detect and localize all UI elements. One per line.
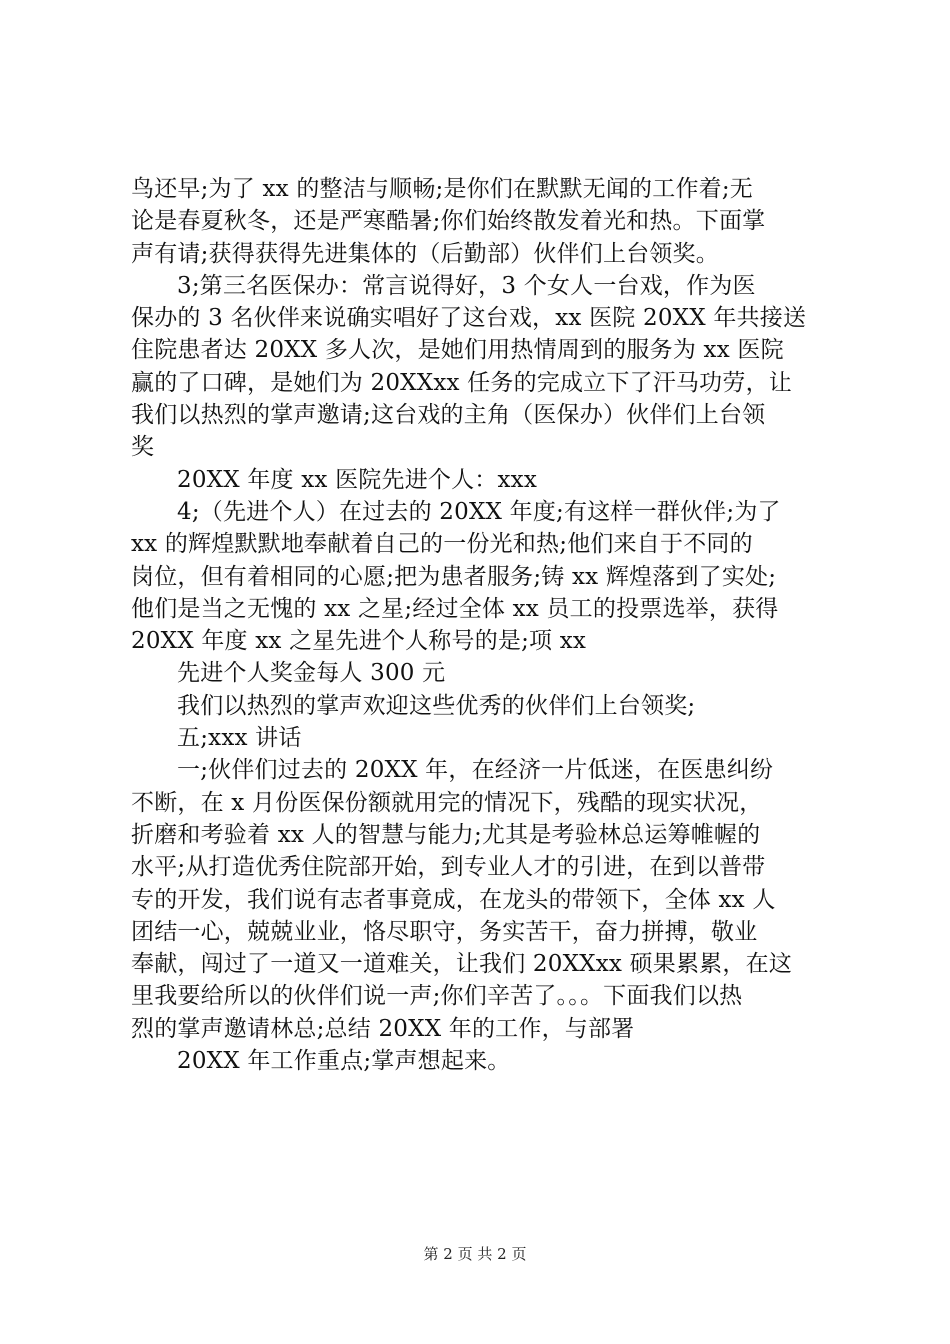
text-line: 团结一心，兢兢业业，恪尽职守，务实苦干，奋力拼搏，敬业 bbox=[131, 918, 758, 945]
text-line: xx 的辉煌默默地奉献着自己的一份光和热;他们来自于不同的 bbox=[131, 531, 753, 558]
text-line: 论是春夏秋冬，还是严寒酷暑;你们始终散发着光和热。下面掌 bbox=[131, 208, 766, 235]
text-line: 我们以热烈的掌声欢迎这些优秀的伙伴们上台领奖; bbox=[177, 692, 696, 719]
text-line: 奉献，闯过了一道又一道难关，让我们 20XXxx 硕果累累，在这 bbox=[131, 951, 792, 978]
text-line: 鸟还早;为了 xx 的整洁与顺畅;是你们在默默无闻的工作着;无 bbox=[131, 176, 754, 202]
text-line: 五;xxx 讲话 bbox=[177, 725, 302, 752]
text-line: 不断，在 x 月份医保份额就用完的情况下，残酷的现实状况， bbox=[131, 789, 763, 816]
page-footer: 第 2 页 共 2 页 bbox=[423, 1245, 527, 1263]
text-line: 烈的掌声邀请林总;总结 20XX 年的工作，与部署 bbox=[131, 1015, 635, 1042]
text-line: 里我要给所以的伙伴们说一声;你们辛苦了。。。下面我们以热 bbox=[131, 983, 743, 1010]
text-line: 住院患者达 20XX 多人次，是她们用热情周到的服务为 xx 医院 bbox=[131, 337, 784, 364]
text-line: 4;（先进个人）在过去的 20XX 年度;有这样一群伙伴;为了 bbox=[177, 498, 781, 525]
text-line: 先进个人奖金每人 300 元 bbox=[177, 660, 446, 687]
text-line: 20XX 年工作重点;掌声想起来。 bbox=[177, 1048, 511, 1075]
text-line: 声有请;获得获得先进集体的（后勤部）伙伴们上台领奖。 bbox=[131, 240, 719, 267]
text-line: 他们是当之无愧的 xx 之星;经过全体 xx 员工的投票选举，获得 bbox=[131, 595, 779, 622]
text-line: 折磨和考验着 xx 人的智慧与能力;尤其是考验林总运筹帷幄的 bbox=[131, 821, 761, 848]
text-line: 专的开发，我们说有志者事竟成，在龙头的带领下，全体 xx 人 bbox=[131, 886, 776, 913]
text-line: 水平;从打造优秀住院部开始，到专业人才的引进，在到以普带 bbox=[131, 854, 766, 881]
text-line: 奖 bbox=[131, 434, 155, 461]
text-line: 保办的 3 名伙伴来说确实唱好了这台戏，xx 医院 20XX 年共接送 bbox=[131, 305, 807, 332]
document-body bbox=[131, 173, 843, 1077]
text-line: 3;第三名医保办：常言说得好，3 个女人一台戏，作为医 bbox=[177, 272, 756, 299]
text-line: 20XX 年度 xx 之星先进个人称号的是;项 xx bbox=[131, 628, 587, 655]
text-line: 岗位，但有着相同的心愿;把为患者服务;铸 xx 辉煌落到了实处; bbox=[131, 563, 777, 590]
text-line: 20XX 年度 xx 医院先进个人：xxx bbox=[177, 466, 538, 493]
text-line: 赢的了口碑，是她们为 20XXxx 任务的完成立下了汗马功劳，让 bbox=[131, 369, 792, 396]
text-line: 一;伙伴们过去的 20XX 年，在经济一片低迷，在医患纠纷 bbox=[177, 757, 774, 784]
text-line: 我们以热烈的掌声邀请;这台戏的主角（医保办）伙伴们上台领 bbox=[131, 402, 766, 429]
